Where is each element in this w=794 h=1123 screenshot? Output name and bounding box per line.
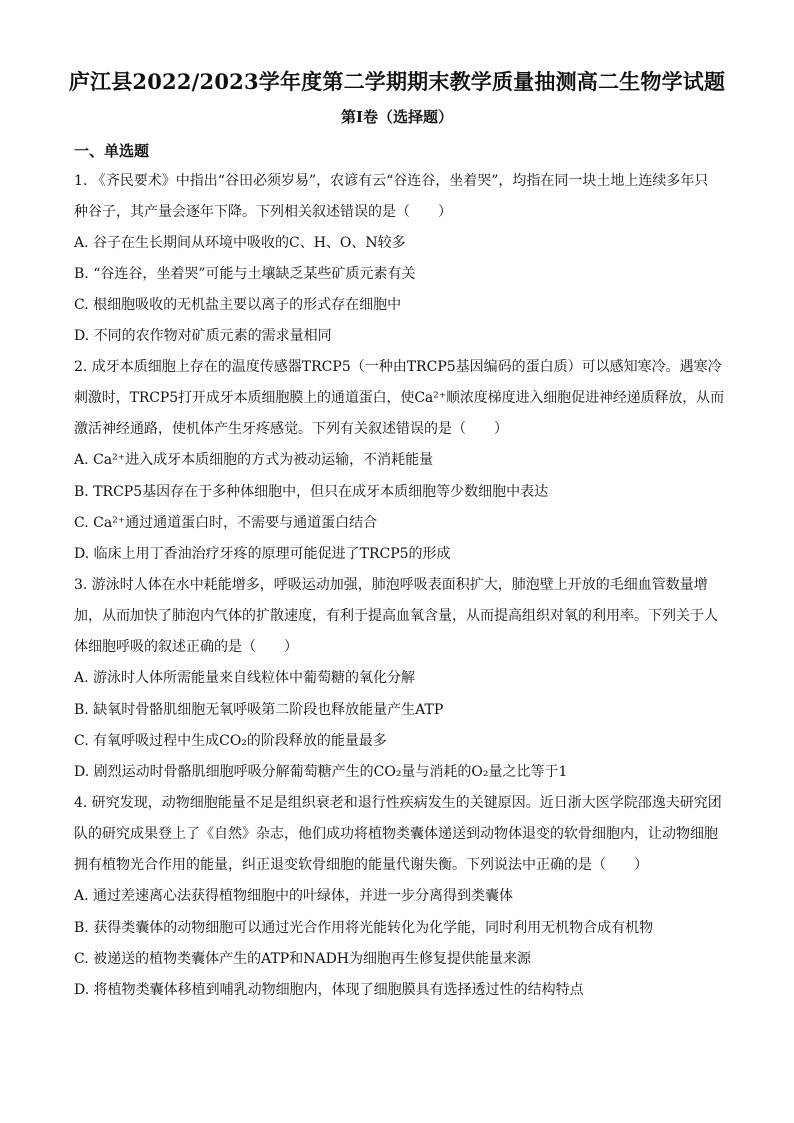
question-3-option-a: A. 游泳时人体所需能量来自线粒体中葡萄糖的氧化分解 <box>74 670 416 686</box>
question-2-option-b: B. TRCP5基因存在于多种体细胞中，但只在成牙本质细胞等少数细胞中表达 <box>74 484 549 500</box>
exam-title: 庐江县2022/2023学年度第二学期期末教学质量抽测高二生物学试题 <box>68 69 726 94</box>
part-heading: 第I卷（选择题） <box>340 108 454 126</box>
question-3-stem-line: 体细胞呼吸的叙述正确的是（ ） <box>74 639 298 655</box>
question-4-stem-line: 4. 研究发现，动物细胞能量不足是组织衰老和退行性疾病发生的关键原因。近日浙大医学院邵逸夫研究团 <box>74 795 722 811</box>
question-2-option-a: A. Ca²⁺进入成牙本质细胞的方式为被动运输，不消耗能量 <box>74 452 434 468</box>
question-4-option-a: A. 通过差速离心法获得植物细胞中的叶绿体，并进一步分离得到类囊体 <box>74 888 514 904</box>
section-heading: 一、单选题 <box>74 142 150 160</box>
question-1-option-a: A. 谷子在生长期间从环境中吸收的C、H、O、N较多 <box>74 235 406 251</box>
question-2-stem-line: 刺激时，TRCP5打开成牙本质细胞膜上的通道蛋白，使Ca²⁺顺浓度梯度进入细胞促进神经递质释放，从而 <box>74 390 724 406</box>
question-1-stem-line: 1. 《齐民要术》中指出“谷田必须岁易”，农谚有云“谷连谷，坐着哭”，均指在同一块土地上连续多年只 <box>74 173 709 189</box>
question-4-stem-line: 拥有植物光合作用的能量，纠正退变软骨细胞的能量代谢失衡。下列说法中正确的是（ ） <box>74 857 648 873</box>
question-3-option-b: B. 缺氧时骨骼肌细胞无氧呼吸第二阶段也释放能量产生ATP <box>74 702 444 718</box>
question-4-option-b: B. 获得类囊体的动物细胞可以通过光合作用将光能转化为化学能，同时利用无机物合成有机物 <box>74 920 654 936</box>
question-2-option-d: D. 临床上用丁香油治疗牙疼的原理可能促进了TRCP5的形成 <box>74 546 451 562</box>
question-1-option-c: C. 根细胞吸收的无机盐主要以离子的形式存在细胞中 <box>74 297 402 313</box>
question-2-stem-line: 2. 成牙本质细胞上存在的温度传感器TRCP5（一种由TRCP5基因编码的蛋白质）可以感知寒冷。遇寒冷 <box>74 359 722 375</box>
question-2-option-c: C. Ca²⁺通过通道蛋白时，不需要与通道蛋白结合 <box>74 515 378 531</box>
question-1-stem-line: 种谷子，其产量会逐年下降。下列相关叙述错误的是（ ） <box>74 204 452 220</box>
question-2-stem-line: 激活神经通路，使机体产生牙疼感觉。下列有关叙述错误的是（ ） <box>74 421 508 437</box>
question-4-stem-line: 队的研究成果登上了《自然》杂志，他们成功将植物类囊体递送到动物体退变的软骨细胞内，让动物细胞 <box>74 826 718 842</box>
question-4-option-c: C. 被递送的植物类囊体产生的ATP和NADH为细胞再生修复提供能量来源 <box>74 951 532 967</box>
question-1-option-b: B. “谷连谷，坐着哭”可能与土壤缺乏某些矿质元素有关 <box>74 266 416 282</box>
question-4-option-d: D. 将植物类囊体移植到哺乳动物细胞内，体现了细胞膜具有选择透过性的结构特点 <box>74 982 584 998</box>
question-1-option-d: D. 不同的农作物对矿质元素的需求量相同 <box>74 328 332 344</box>
question-3-stem-line: 加，从而加快了肺泡内气体的扩散速度，有利于提高血氧含量，从而提高组织对氧的利用率。下列关于人 <box>74 608 718 624</box>
question-3-stem-line: 3. 游泳时人体在水中耗能增多，呼吸运动加强，肺泡呼吸表面积扩大，肺泡壁上开放的毛细血管数量增 <box>74 577 708 593</box>
question-3-option-c: C. 有氧呼吸过程中生成CO₂的阶段释放的能量最多 <box>74 733 387 749</box>
question-3-option-d: D. 剧烈运动时骨骼肌细胞呼吸分解葡萄糖产生的CO₂量与消耗的O₂量之比等于1 <box>74 764 568 780</box>
